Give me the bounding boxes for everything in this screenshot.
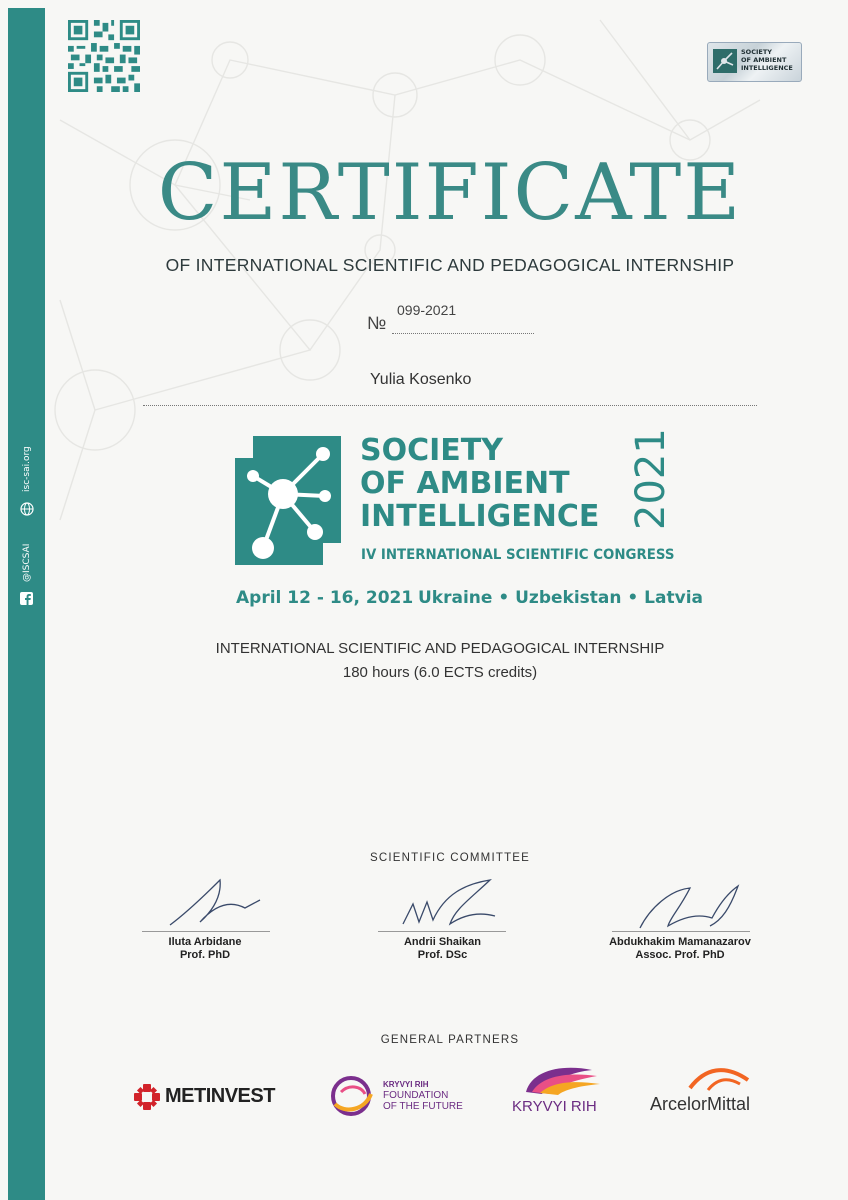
signer-shaikan: Andrii Shaikan Prof. DSc bbox=[403, 936, 482, 961]
signature-line bbox=[612, 931, 750, 932]
congress-name: SOCIETY OF AMBIENT INTELLIGENCE bbox=[360, 433, 600, 534]
signature-mamanazarov bbox=[630, 878, 750, 934]
signature-line bbox=[378, 931, 506, 932]
partners-heading: GENERAL PARTNERS bbox=[380, 1034, 520, 1046]
partner-kryvyi-rih: KRYVYI RIH bbox=[512, 1062, 607, 1102]
signer-arbidane: Iluta Arbidane Prof. PhD bbox=[168, 936, 242, 961]
congress-dates: April 12 - 16, 2021 bbox=[236, 588, 414, 608]
recipient-name: Yulia Kosenko bbox=[370, 371, 472, 388]
number-dotted-line bbox=[392, 333, 534, 334]
partner-kryvyi-rih-foundation: KRYVYI RIH FOUNDATION OF THE FUTURE bbox=[325, 1074, 381, 1122]
arcelormittal-logo-icon bbox=[650, 1062, 760, 1094]
partner-metinvest: METINVEST bbox=[133, 1083, 161, 1115]
signer-mamanazarov: Abdukhakim Mamanazarov Assoc. Prof. PhD bbox=[609, 936, 751, 961]
congress-logo-icon bbox=[235, 436, 341, 565]
qr-code bbox=[68, 20, 140, 92]
kryvyi-rih-foundation-logo-icon bbox=[325, 1074, 381, 1118]
number-sign: № bbox=[367, 313, 387, 333]
congress-edition: IV INTERNATIONAL SCIENTIFIC CONGRESS bbox=[361, 547, 675, 563]
website-link[interactable]: isc-sai.org bbox=[22, 446, 32, 492]
society-logo-icon bbox=[713, 49, 737, 73]
kryvyi-rih-logo-icon bbox=[512, 1062, 607, 1098]
metinvest-logo-icon bbox=[133, 1083, 161, 1111]
signature-arbidane bbox=[150, 870, 270, 932]
congress-year: 2021 bbox=[628, 428, 674, 530]
signature-shaikan bbox=[395, 874, 505, 932]
certificate-subtitle: OF INTERNATIONAL SCIENTIFIC AND PEDAGOGICAL INTERNSHIP bbox=[165, 255, 735, 275]
partner-arcelormittal: ArcelorMittal bbox=[650, 1062, 760, 1098]
sidebar-contacts bbox=[8, 420, 45, 620]
committee-heading: SCIENTIFIC COMMITTEE bbox=[369, 852, 531, 864]
program-title: INTERNATIONAL SCIENTIFIC AND PEDAGOGICAL INTERNSHIP bbox=[215, 640, 665, 657]
name-dotted-line bbox=[143, 405, 757, 406]
signature-line bbox=[142, 931, 270, 932]
program-hours: 180 hours (6.0 ECTS credits) bbox=[342, 664, 538, 681]
certificate-title: CERTIFICATE bbox=[157, 148, 743, 238]
badge-text: SOCIETY OF AMBIENT INTELLIGENCE bbox=[741, 48, 793, 72]
hologram-badge bbox=[707, 42, 802, 82]
congress-countries: Ukraine • Uzbekistan • Latvia bbox=[418, 588, 703, 608]
globe-icon bbox=[20, 502, 34, 516]
facebook-icon bbox=[20, 592, 33, 605]
social-handle[interactable]: @ISCSAI bbox=[22, 543, 32, 582]
certificate-number: 099-2021 bbox=[397, 302, 457, 318]
